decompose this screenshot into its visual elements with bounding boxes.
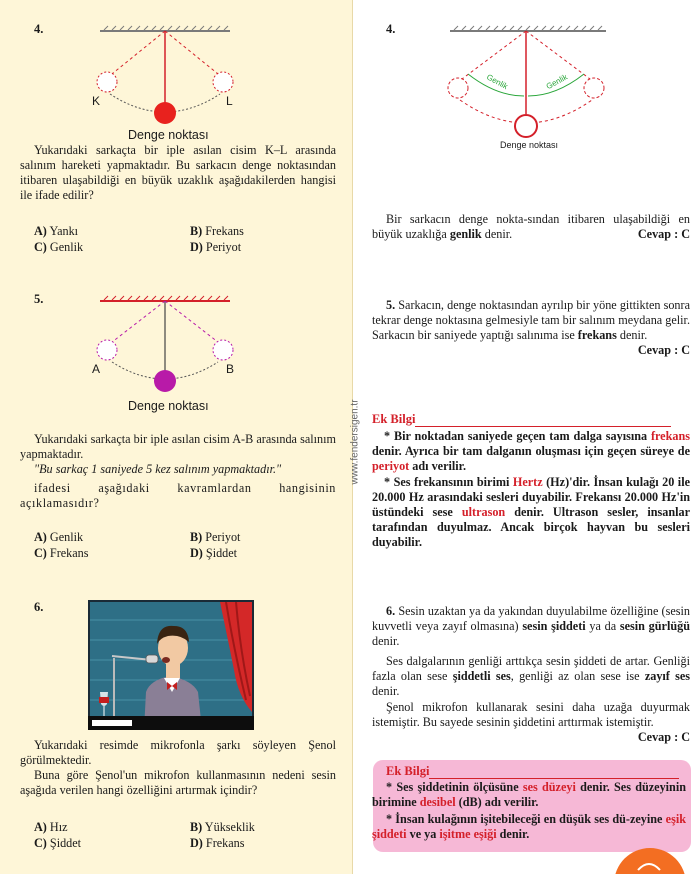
q5-label-a: A [92,362,101,376]
a5-text: 5. Sarkacın, denge noktasından ayrılıp bir yöne gittikten sonra tekrar denge noktasına gelmesiyle tam bir salınım meydana gelir. Sarkacın bir saniyede yaptığı salınıma ise frekans denir. Cevap : C [372,298,690,357]
q5-option-b[interactable]: B) Periyot [190,530,241,544]
q6-singer-illustration [88,600,254,730]
q5-label-b: B [226,362,235,376]
a4-answer: Cevap : C [637,226,690,241]
q5-pendulum-figure [90,292,240,400]
q4-number: 4. [34,22,44,36]
q4-label-l: L [226,94,233,108]
a4-genlik-left: Genlik [485,72,510,92]
q4-option-a[interactable]: A) Yankı [34,224,79,238]
ek-bilgi-1-title: Ek Bilgi [372,412,690,427]
ek-bilgi-1-p2: * Ses frekansının birimi Hertz (Hz)'dir. İnsan kulağı 20 ile 20.000 Hz arasındaki sesleri duyabilir. Frekansı 20.000 Hz'in üstündeki sese ultrason denir. Ultrason sesler, insanlar tarafından duyulmaz. Ancak birçok hayvan bu sesleri duyabilir. [372,475,691,549]
q5-quote: "Bu sarkaç 1 saniyede 5 kez salınım yapmaktadır." [34,462,282,476]
a4-text: Bir sarkacın denge nokta-sından itibaren ulaşabildiği en büyük uzaklığa genlik denir. Cevap : C [372,212,690,241]
q4-caption: Denge noktası [128,128,209,142]
a6-answer: Cevap : C [637,729,690,744]
q5-text2: ifadesi aşağıdaki kavramlardan hangisinin açıklamasıdır? [20,481,336,510]
arrow-icon [634,856,664,874]
watermark-text: www.fendersigen.tr [349,399,361,485]
a4-number: 4. [386,22,396,36]
ek-bilgi-2-p1: * Ses şiddetinin ölçüsüne ses düzeyi denir. Ses düzeyinin birimine desibel (dB) adı verilir. [372,780,687,809]
ek-bilgi-1-p1: * Bir noktadan saniyede geçen tam dalga sayısına frekans denir. Ayrıca bir tam dalganın oluşması için geçen süreye de periyot adı verilir. [372,429,690,473]
a6-p1: 6. Sesin uzaktan ya da yakından duyulabilme özelliğine (sesin kuvvetli veya zayıf olmasına) sesin şiddeti ya da sesin gürlüğü denir. [372,604,690,648]
a6-p3: Şenol mikrofon kullanarak sesini daha uzağa duyurmak istemiştir. Bu sayede sesinin şiddetini arttırmak istemiştir. Cevap : C [372,700,690,744]
q5-option-c[interactable]: C) Frekans [34,546,89,560]
q6-option-b[interactable]: B) Yükseklik [190,820,255,834]
ek-bilgi-2-p2: * İnsan kulağının işitebileceği en düşük ses dü-zeyine eşik şiddeti ve ya işitme eşiği denir. [372,812,686,841]
a4-genlik-right: Genlik [544,72,569,92]
q5-caption: Denge noktası [128,399,209,413]
q6-option-c[interactable]: C) Şiddet [34,836,82,850]
website-watermark [345,372,365,512]
q4-option-b[interactable]: B) Frekans [190,224,244,238]
q6-text1: Yukarıdaki resimde mikrofonla şarkı söyleyen Şenol görülmektedir. [20,738,336,767]
q4-pendulum-figure [90,22,240,144]
q4-label-k: K [92,94,101,108]
q4-option-d[interactable]: D) Periyot [190,240,242,254]
a6-p2: Ses dalgalarının genliği arttıkça sesin şiddeti de artar. Genliği fazla olan sese şiddetli ses, genliği az olan sese ise zayıf ses denir. [372,654,690,698]
q5-option-d[interactable]: D) Şiddet [190,546,238,560]
q6-number: 6. [34,600,44,614]
q6-option-d[interactable]: D) Frekans [190,836,245,850]
q5-text1: Yukarıdaki sarkaçta bir iple asılan cisim A-B arasında salınım yapmaktadır. [20,432,336,461]
q4-text: Yukarıdaki sarkaçta bir iple asılan cisim K–L arasında salınım hareketi yapmaktadır. Bu sarkacın denge noktasından itibaren ulaşabildiği en büyük uzaklık aşağıdakilerden hangisi ile ifade edilir? [20,143,336,202]
q5-number: 5. [34,292,44,306]
q6-text2: Buna göre Şenol'un mikrofon kullanmasının nedeni sesin aşağıda verilen hangi özelliğini artırmak içindir? [20,768,336,797]
a4-caption: Denge noktası [500,140,559,150]
q5-option-a[interactable]: A) Genlik [34,530,84,544]
q4-option-c[interactable]: C) Genlik [34,240,84,254]
ek-bilgi-2-title: Ek Bilgi [386,764,686,779]
a5-answer: Cevap : C [637,342,690,357]
q6-option-a[interactable]: A) Hız [34,820,68,834]
